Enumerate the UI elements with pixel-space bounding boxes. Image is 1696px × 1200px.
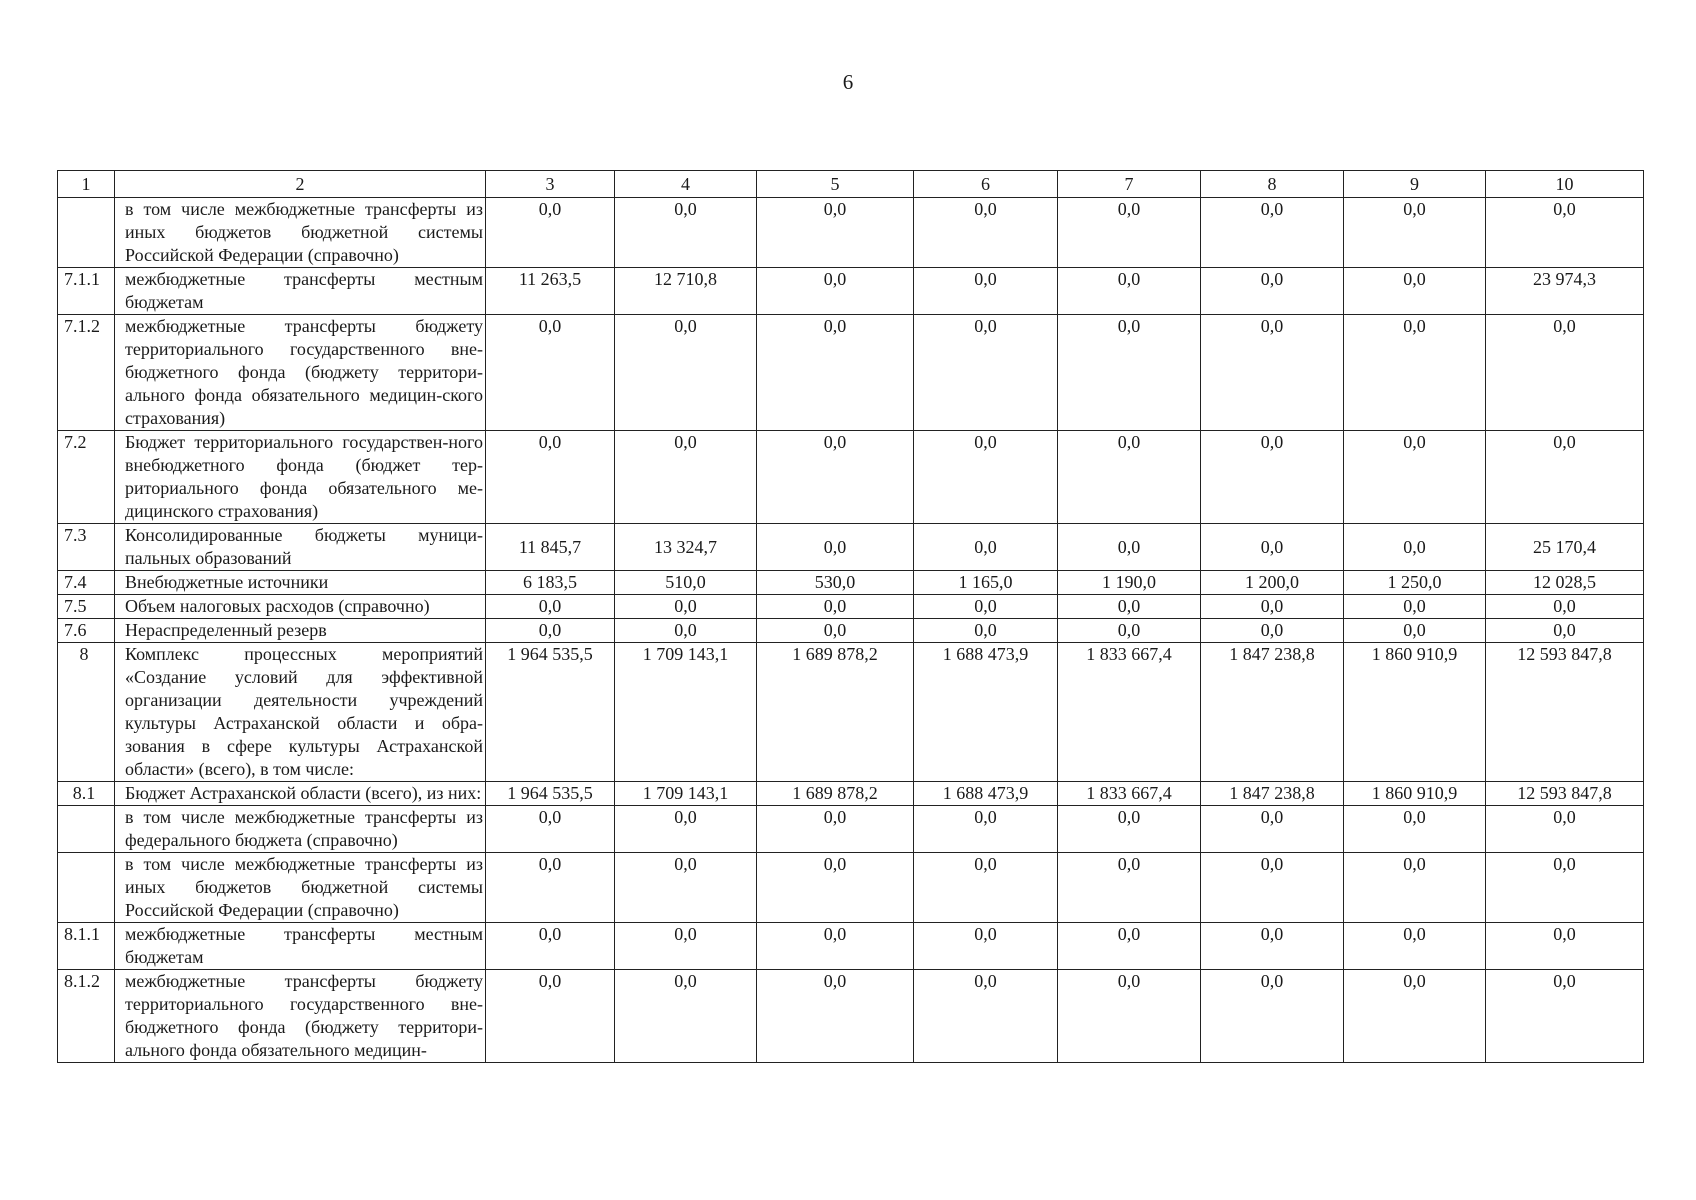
row-number-cell: 7.4 [58, 571, 115, 595]
budget-table [57, 170, 1644, 1063]
value-cell: 0,0 [615, 595, 757, 619]
value-cell: 0,0 [914, 970, 1058, 1063]
header-cell: 9 [1344, 171, 1486, 198]
value-cell: 0,0 [1344, 970, 1486, 1063]
header-cell: 4 [615, 171, 757, 198]
value-cell: 0,0 [486, 853, 615, 923]
value-cell: 0,0 [1344, 524, 1486, 571]
table-row [58, 970, 1644, 1063]
table-row [58, 782, 1644, 806]
value-cell: 1 689 878,2 [757, 782, 914, 806]
value-cell: 0,0 [914, 315, 1058, 431]
value-cell: 0,0 [1201, 970, 1344, 1063]
value-cell: 12 710,8 [615, 268, 757, 315]
value-cell: 0,0 [757, 619, 914, 643]
header-cell: 8 [1201, 171, 1344, 198]
value-cell: 0,0 [486, 619, 615, 643]
value-cell: 0,0 [1344, 923, 1486, 970]
table-row [58, 643, 1644, 782]
row-number-cell [58, 853, 115, 923]
value-cell: 0,0 [1058, 524, 1201, 571]
value-cell: 1 847 238,8 [1201, 643, 1344, 782]
header-cell: 1 [58, 171, 115, 198]
value-cell: 0,0 [914, 595, 1058, 619]
value-cell: 0,0 [615, 431, 757, 524]
value-cell: 0,0 [1058, 923, 1201, 970]
row-description-cell: межбюджетные трансферты местным бюджетам [115, 268, 486, 315]
value-cell: 0,0 [757, 524, 914, 571]
value-cell: 6 183,5 [486, 571, 615, 595]
value-cell: 13 324,7 [615, 524, 757, 571]
value-cell: 0,0 [1058, 268, 1201, 315]
value-cell: 0,0 [1058, 970, 1201, 1063]
value-cell: 0,0 [1486, 431, 1644, 524]
value-cell: 12 028,5 [1486, 571, 1644, 595]
value-cell: 0,0 [1201, 524, 1344, 571]
value-cell: 0,0 [757, 198, 914, 268]
value-cell: 1 709 143,1 [615, 643, 757, 782]
value-cell: 0,0 [757, 806, 914, 853]
row-number-cell: 7.1.1 [58, 268, 115, 315]
value-cell: 0,0 [486, 806, 615, 853]
value-cell: 510,0 [615, 571, 757, 595]
value-cell: 1 964 535,5 [486, 643, 615, 782]
row-number-cell: 7.6 [58, 619, 115, 643]
value-cell: 0,0 [1344, 619, 1486, 643]
table-row [58, 524, 1644, 571]
value-cell: 0,0 [486, 431, 615, 524]
value-cell: 0,0 [1486, 923, 1644, 970]
header-cell: 7 [1058, 171, 1201, 198]
row-number-cell: 8.1 [58, 782, 115, 806]
value-cell: 0,0 [615, 970, 757, 1063]
value-cell: 0,0 [757, 853, 914, 923]
value-cell: 0,0 [914, 268, 1058, 315]
value-cell: 0,0 [757, 315, 914, 431]
row-number-cell: 7.1.2 [58, 315, 115, 431]
value-cell: 0,0 [1344, 315, 1486, 431]
table-row [58, 315, 1644, 431]
row-description-cell: Консолидированные бюджеты муници-пальных образований [115, 524, 486, 571]
value-cell: 1 250,0 [1344, 571, 1486, 595]
value-cell: 0,0 [1344, 431, 1486, 524]
value-cell: 0,0 [1058, 431, 1201, 524]
value-cell: 0,0 [1201, 268, 1344, 315]
value-cell: 0,0 [1344, 806, 1486, 853]
row-description-cell: в том числе межбюджетные трансферты из федерального бюджета (справочно) [115, 806, 486, 853]
value-cell: 1 833 667,4 [1058, 643, 1201, 782]
row-description-cell: межбюджетные трансферты бюджету территориального государственного вне-бюджетного фонда (бюджету территори-ального фонда обязательного медицин-ского страхования) [115, 315, 486, 431]
value-cell: 0,0 [615, 198, 757, 268]
value-cell: 0,0 [1201, 923, 1344, 970]
row-description-cell: в том числе межбюджетные трансферты из иных бюджетов бюджетной системы Российской Федерации (справочно) [115, 853, 486, 923]
page-number: 6 [842, 70, 854, 94]
value-cell: 0,0 [1058, 853, 1201, 923]
row-description-cell: Нераспределенный резерв [115, 619, 486, 643]
value-cell: 0,0 [757, 595, 914, 619]
table-header-row [58, 171, 1644, 198]
header-cell: 2 [115, 171, 486, 198]
value-cell: 0,0 [757, 268, 914, 315]
value-cell: 11 263,5 [486, 268, 615, 315]
value-cell: 1 200,0 [1201, 571, 1344, 595]
table-row [58, 198, 1644, 268]
value-cell: 0,0 [1058, 595, 1201, 619]
value-cell: 0,0 [1201, 595, 1344, 619]
value-cell: 0,0 [1344, 268, 1486, 315]
value-cell: 0,0 [1058, 315, 1201, 431]
row-description-cell: Бюджет территориального государствен-ного внебюджетного фонда (бюджет тер-риториального фонда обязательного ме-дицинского страхования) [115, 431, 486, 524]
value-cell: 0,0 [486, 970, 615, 1063]
value-cell: 1 688 473,9 [914, 782, 1058, 806]
value-cell: 0,0 [757, 970, 914, 1063]
value-cell: 0,0 [1344, 198, 1486, 268]
table-row [58, 853, 1644, 923]
value-cell: 0,0 [914, 923, 1058, 970]
table-body [58, 171, 1644, 1063]
value-cell: 0,0 [1486, 315, 1644, 431]
value-cell: 0,0 [486, 315, 615, 431]
header-cell: 3 [486, 171, 615, 198]
value-cell: 0,0 [1486, 806, 1644, 853]
row-description-cell: в том числе межбюджетные трансферты из иных бюджетов бюджетной системы Российской Федерации (справочно) [115, 198, 486, 268]
row-description-cell: Внебюджетные источники [115, 571, 486, 595]
row-number-cell: 8.1.1 [58, 923, 115, 970]
row-number-cell: 7.3 [58, 524, 115, 571]
value-cell: 0,0 [914, 853, 1058, 923]
value-cell: 0,0 [1058, 619, 1201, 643]
table-row [58, 268, 1644, 315]
value-cell: 0,0 [1201, 315, 1344, 431]
value-cell: 0,0 [914, 524, 1058, 571]
value-cell: 1 165,0 [914, 571, 1058, 595]
row-number-cell: 7.5 [58, 595, 115, 619]
value-cell: 0,0 [914, 198, 1058, 268]
value-cell: 1 688 473,9 [914, 643, 1058, 782]
value-cell: 0,0 [757, 431, 914, 524]
value-cell: 0,0 [1344, 853, 1486, 923]
value-cell: 0,0 [486, 595, 615, 619]
value-cell: 1 860 910,9 [1344, 643, 1486, 782]
header-cell: 5 [757, 171, 914, 198]
table-row [58, 595, 1644, 619]
header-cell: 10 [1486, 171, 1644, 198]
row-description-cell: межбюджетные трансферты бюджету территориального государственного вне-бюджетного фонда (бюджету территори-ального фонда обязательного медицин- [115, 970, 486, 1063]
value-cell: 530,0 [757, 571, 914, 595]
table-row [58, 571, 1644, 595]
value-cell: 0,0 [1058, 806, 1201, 853]
value-cell: 23 974,3 [1486, 268, 1644, 315]
value-cell: 0,0 [615, 923, 757, 970]
row-number-cell [58, 806, 115, 853]
row-number-cell [58, 198, 115, 268]
value-cell: 1 833 667,4 [1058, 782, 1201, 806]
value-cell: 0,0 [1201, 619, 1344, 643]
value-cell: 0,0 [615, 315, 757, 431]
table-row [58, 619, 1644, 643]
value-cell: 0,0 [1486, 198, 1644, 268]
row-description-cell: Бюджет Астраханской области (всего), из них: [115, 782, 486, 806]
value-cell: 0,0 [1201, 853, 1344, 923]
row-number-cell: 8 [58, 643, 115, 782]
value-cell: 0,0 [914, 806, 1058, 853]
value-cell: 0,0 [914, 619, 1058, 643]
table-row [58, 923, 1644, 970]
value-cell: 12 593 847,8 [1486, 643, 1644, 782]
value-cell: 1 689 878,2 [757, 643, 914, 782]
value-cell: 0,0 [1201, 198, 1344, 268]
header-cell: 6 [914, 171, 1058, 198]
value-cell: 0,0 [1201, 431, 1344, 524]
value-cell: 0,0 [1486, 853, 1644, 923]
value-cell: 0,0 [486, 923, 615, 970]
value-cell: 1 190,0 [1058, 571, 1201, 595]
value-cell: 1 964 535,5 [486, 782, 615, 806]
value-cell: 12 593 847,8 [1486, 782, 1644, 806]
value-cell: 0,0 [1058, 198, 1201, 268]
table-row [58, 431, 1644, 524]
value-cell: 0,0 [486, 198, 615, 268]
value-cell: 0,0 [757, 923, 914, 970]
value-cell: 0,0 [1486, 595, 1644, 619]
value-cell: 0,0 [1201, 806, 1344, 853]
value-cell: 0,0 [1344, 595, 1486, 619]
row-number-cell: 7.2 [58, 431, 115, 524]
row-description-cell: Комплекс процессных мероприятий «Создание условий для эффективной организации деятельности учреждений культуры Астраханской области и обра-зования в сфере культуры Астраханской области» (всего), в том числе: [115, 643, 486, 782]
value-cell: 0,0 [615, 806, 757, 853]
value-cell: 0,0 [1486, 970, 1644, 1063]
table-row [58, 806, 1644, 853]
value-cell: 11 845,7 [486, 524, 615, 571]
row-number-cell: 8.1.2 [58, 970, 115, 1063]
value-cell: 0,0 [615, 853, 757, 923]
row-description-cell: Объем налоговых расходов (справочно) [115, 595, 486, 619]
value-cell: 1 860 910,9 [1344, 782, 1486, 806]
value-cell: 0,0 [1486, 619, 1644, 643]
row-description-cell: межбюджетные трансферты местным бюджетам [115, 923, 486, 970]
value-cell: 0,0 [615, 619, 757, 643]
value-cell: 0,0 [914, 431, 1058, 524]
value-cell: 1 709 143,1 [615, 782, 757, 806]
value-cell: 1 847 238,8 [1201, 782, 1344, 806]
value-cell: 25 170,4 [1486, 524, 1644, 571]
